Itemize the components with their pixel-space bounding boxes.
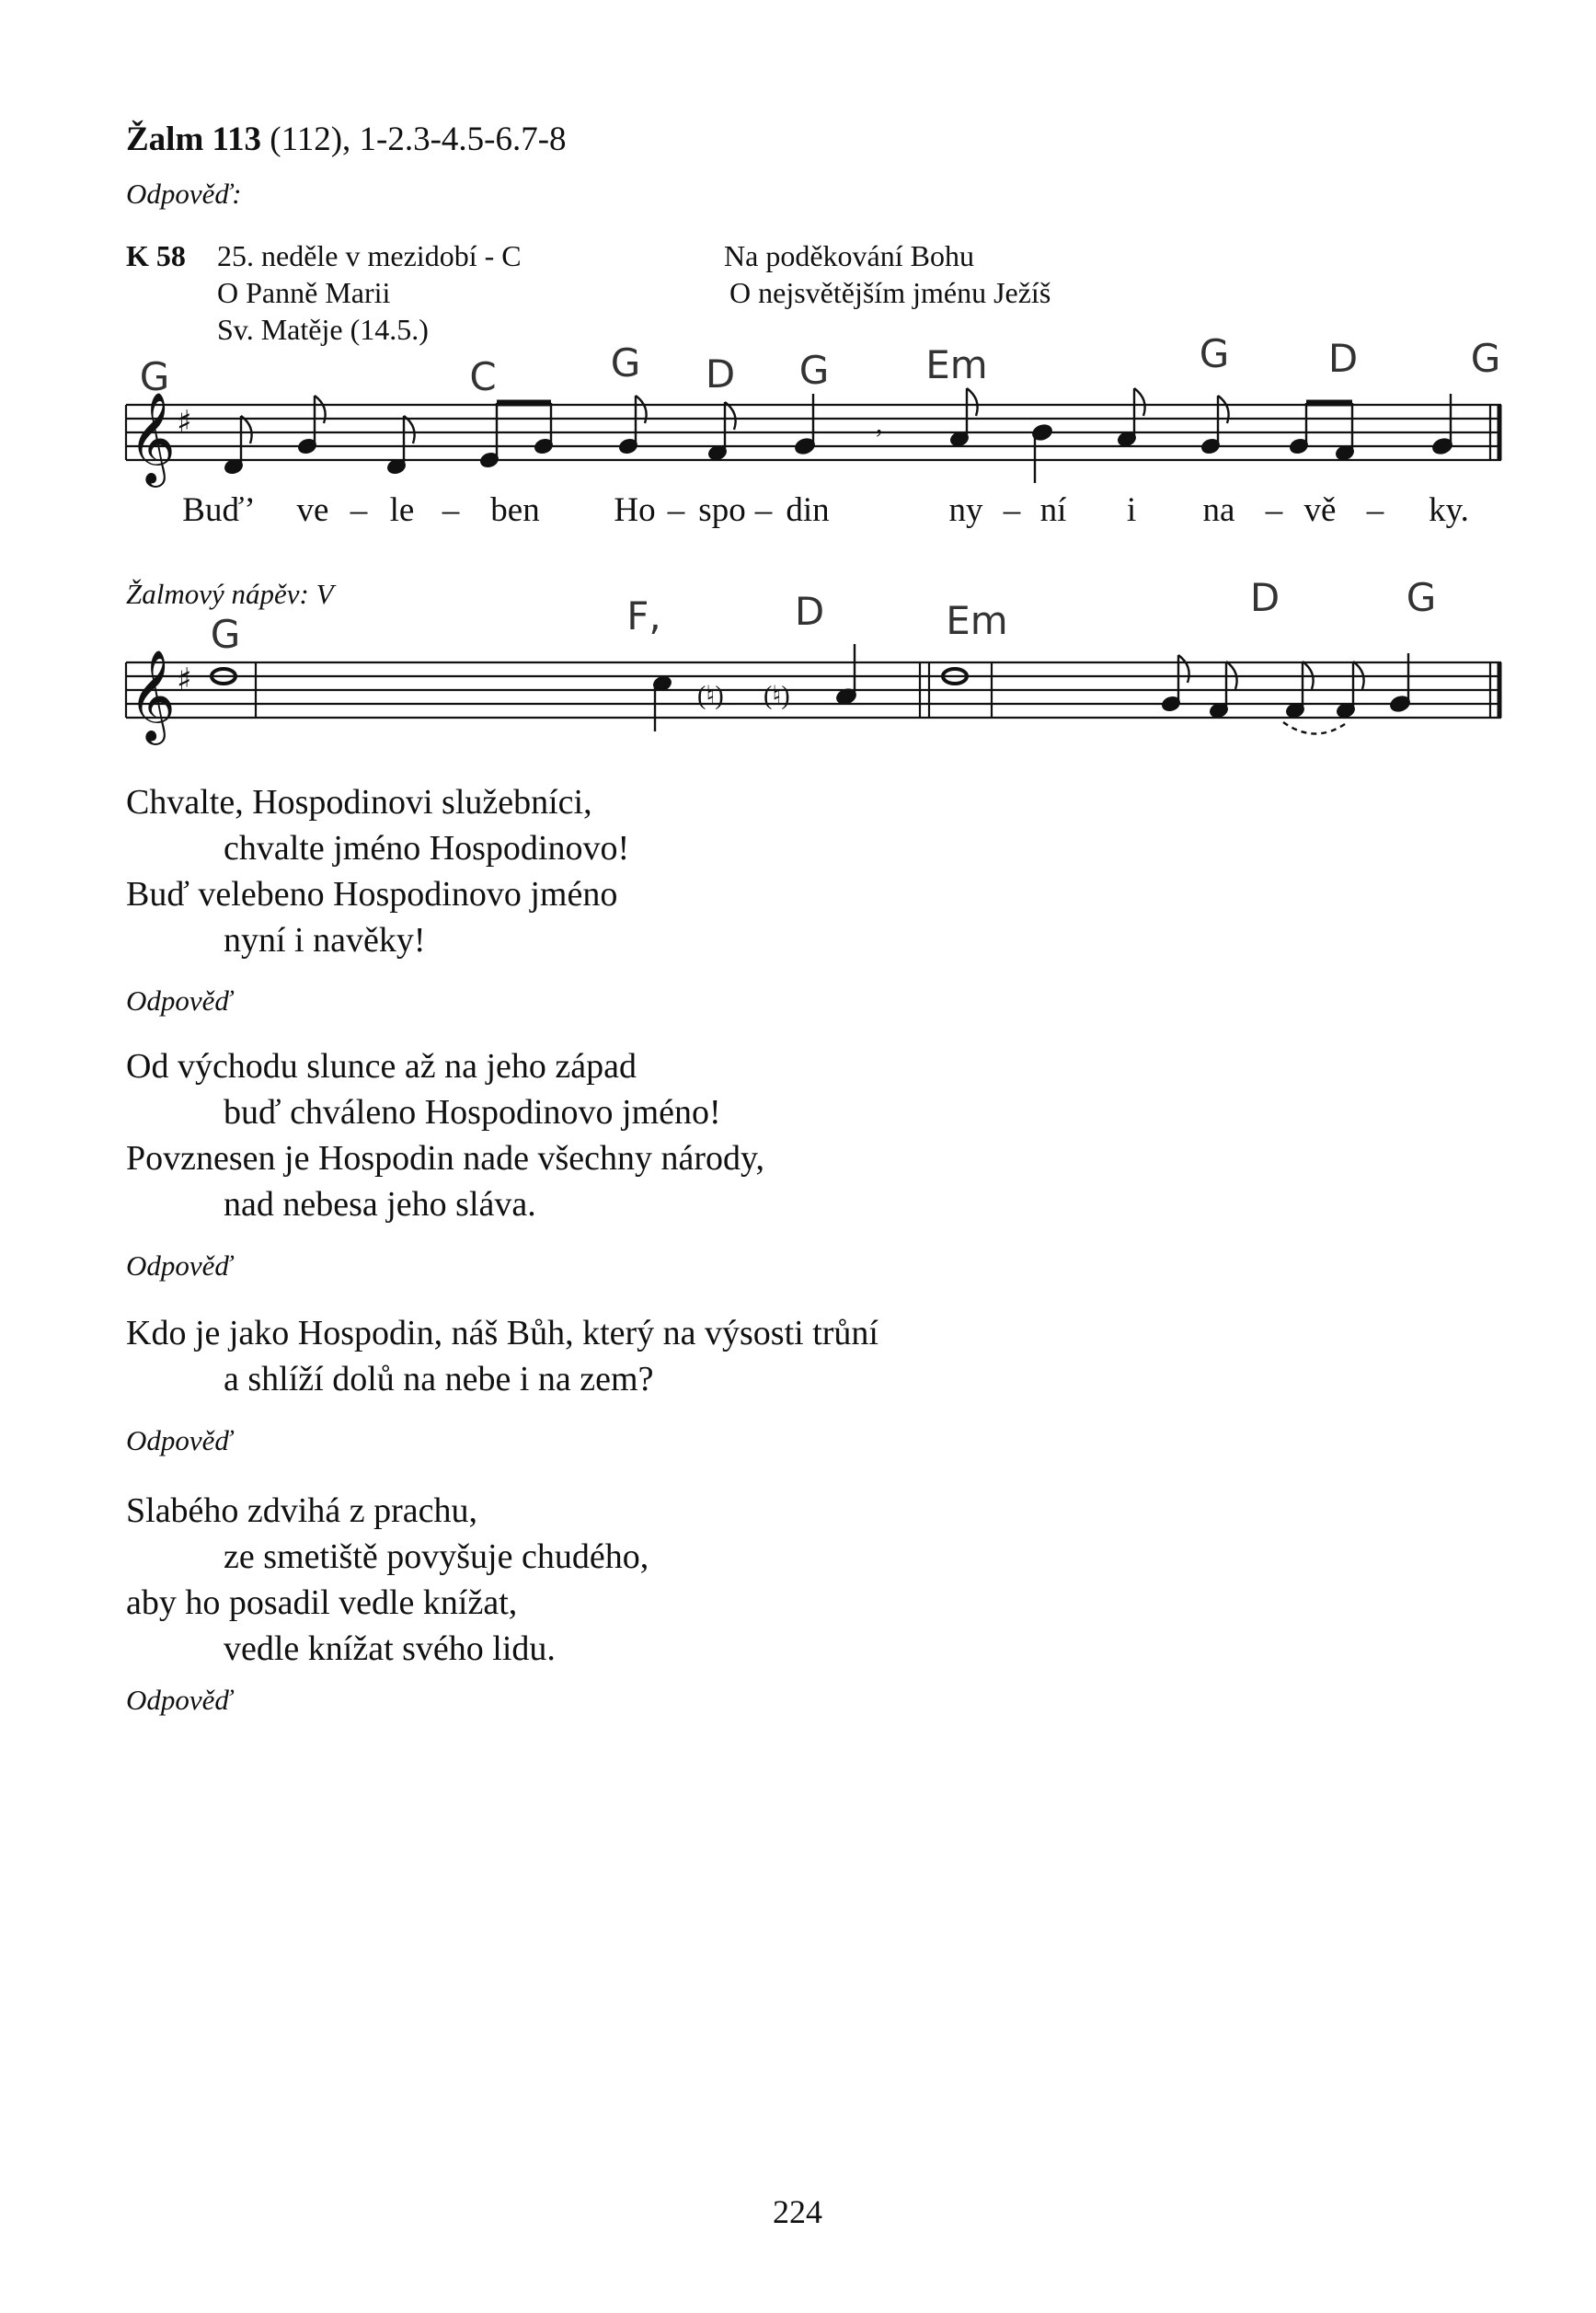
refrain-chord: G xyxy=(1470,336,1501,381)
page-number: 224 xyxy=(773,2193,822,2230)
refrain-syllable: i xyxy=(1126,491,1137,529)
refrain-syllable: – xyxy=(1003,491,1021,529)
occasion-right-2: O nejsvětějším jménu Ježíš xyxy=(729,276,1051,309)
refrain-syllable: – xyxy=(442,491,460,529)
refrain-chord: G xyxy=(610,340,641,386)
refrain-syllable: ní xyxy=(1039,491,1067,529)
stanza-4-response: Odpověď xyxy=(126,1684,233,1716)
svg-text:♯: ♯ xyxy=(177,662,192,698)
refrain-code: K 58 xyxy=(126,239,186,272)
refrain-syllable: ben xyxy=(490,491,540,529)
refrain-chord: G xyxy=(798,348,830,393)
occasion-right-1: Na poděkování Bohu xyxy=(724,239,974,272)
psalm-tone-chord: D xyxy=(1249,575,1280,620)
stanza-2-line-2: buď chváleno Hospodinovo jméno! xyxy=(224,1093,721,1132)
refrain-syllable: – xyxy=(1366,491,1384,529)
svg-text:(♮): (♮) xyxy=(697,682,724,710)
psalm-verses: (112), 1-2.3-4.5-6.7-8 xyxy=(270,121,567,158)
stanza-1-line-4: nyní i navěky! xyxy=(224,921,426,960)
psalm-tone-chord: F, xyxy=(626,593,661,639)
psalm-tone-chord: G xyxy=(210,612,241,657)
psalm-tone-label: Žalmový nápěv: V xyxy=(126,578,334,610)
psalm-tone-chord: Em xyxy=(946,598,1008,643)
refrain-chord: G xyxy=(139,354,170,399)
stanza-4-line-3: aby ho posadil vedle knížat, xyxy=(126,1583,518,1622)
stanza-4-line-2: ze smetiště povyšuje chudého, xyxy=(224,1537,649,1576)
svg-text:𝄞: 𝄞 xyxy=(129,650,176,742)
refrain-syllable: din xyxy=(786,491,830,529)
svg-text:𝄞: 𝄞 xyxy=(129,392,176,484)
svg-text:(♮): (♮) xyxy=(764,682,790,710)
refrain-syllable: Buď’ xyxy=(182,491,256,529)
stanza-4-line-4: vedle knížat svého lidu. xyxy=(224,1629,556,1668)
refrain-chord: C xyxy=(469,354,497,399)
refrain-syllable: ky. xyxy=(1429,491,1469,529)
refrain-syllable: ve xyxy=(296,491,329,529)
refrain-syllable: na xyxy=(1202,491,1235,529)
refrain-syllable: – xyxy=(667,491,685,529)
response-label: Odpověď: xyxy=(126,178,242,210)
refrain-chord: G xyxy=(1199,331,1230,376)
svg-text:♯: ♯ xyxy=(177,404,192,441)
stanza-2-line-3: Povznesen je Hospodin nade všechny národy, xyxy=(126,1139,765,1178)
refrain-syllable: – xyxy=(1265,491,1283,529)
stanza-3-line-2: a shlíží dolů na nebe i na zem? xyxy=(224,1360,654,1398)
psalm-number: Žalm 113 xyxy=(126,121,261,158)
refrain-syllable: le xyxy=(389,491,415,529)
psalm-tone-chord: G xyxy=(1406,575,1437,620)
refrain-syllable: – xyxy=(350,491,368,529)
stanza-3-line-1: Kdo je jako Hospodin, náš Bůh, který na výsosti trůní xyxy=(126,1314,878,1352)
stanza-4-line-1: Slabého zdvihá z prachu, xyxy=(126,1491,477,1530)
occasion-left-3: Sv. Matěje (14.5.) xyxy=(217,313,429,346)
stanza-1-line-2: chvalte jméno Hospodinovo! xyxy=(224,829,630,868)
stanza-1-response: Odpověď xyxy=(126,984,233,1017)
stanza-2-line-1: Od východu slunce až na jeho západ xyxy=(126,1047,637,1086)
refrain-chord: D xyxy=(1327,336,1359,381)
stanza-1-line-1: Chvalte, Hospodinovi služebníci, xyxy=(126,783,592,822)
refrain-syllable: spo xyxy=(698,491,746,529)
refrain-syllable: vě xyxy=(1303,491,1337,529)
refrain-chord: Em xyxy=(925,342,988,387)
stanza-2-line-4: nad nebesa jeho sláva. xyxy=(224,1185,536,1224)
occasion-left-2: O Panně Marii xyxy=(217,276,391,309)
stanza-2-response: Odpověď xyxy=(126,1249,233,1282)
psalm-tone-chord: D xyxy=(794,589,825,634)
refrain-chord: D xyxy=(705,351,736,397)
refrain-syllable: – xyxy=(754,491,773,529)
occasion-left-1: 25. neděle v mezidobí - C xyxy=(217,239,522,272)
refrain-syllable: ny xyxy=(948,491,983,529)
refrain-syllable: Ho xyxy=(614,491,656,529)
svg-text:,: , xyxy=(876,409,883,439)
stanza-1-line-3: Buď velebeno Hospodinovo jméno xyxy=(126,875,618,914)
stanza-3-response: Odpověď xyxy=(126,1424,233,1456)
